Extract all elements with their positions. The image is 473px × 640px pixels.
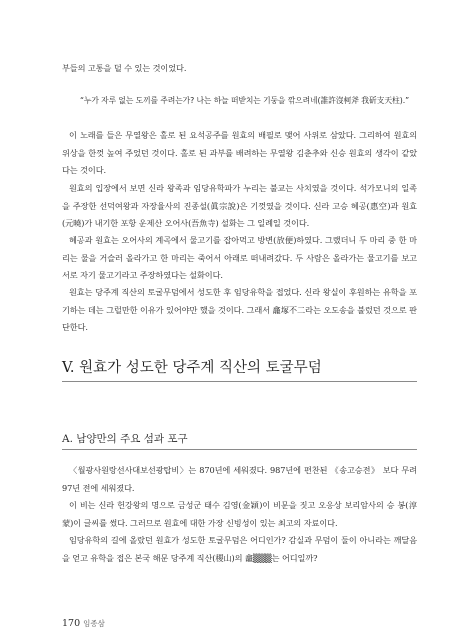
section-divider bbox=[62, 381, 417, 382]
paragraph-1: 이 노래를 들은 무열왕은 홀로 된 요석공주를 원효의 배필로 맺어 사위로 삼았다. 그리하여 원효의 위상을 한껏 높여 주었던 것이다. 홀로 된 과부를 배려하는 무열왕 김춘추와 신승 원효의 생각이 같았다는 것이다. bbox=[62, 130, 417, 176]
paragraph-3: 혜공과 원효는 오어사의 계곡에서 물고기를 잡아먹고 방변(放便)하였다. 그랬더니 두 마리 중 한 마리는 물을 거슬러 올라가고 한 마리는 죽어서 아래로 떠내려갔다. 두 사람은 올라가는 물고기를 보고 서로 자기 물고기라고 주장하였다는 설화이다. bbox=[62, 235, 417, 281]
paragraph-7: 임당유학의 길에 올랐던 원효가 성도한 토굴무덤은 어디인가? 감실과 무덤이 둘이 아니라는 깨달음을 얻고 유학을 접은 본국 해문 당주계 직산(稷山)의 龕▒▒▒는 어디일까? bbox=[62, 535, 417, 563]
paragraph-5: 〈월광사원랑선사대보선광탑비〉는 870년에 세워졌다. 987년에 편찬된 《송고승전》 보다 무려 97년 전에 세워졌다. bbox=[62, 465, 417, 493]
subsection-divider bbox=[62, 449, 417, 450]
page-footer bbox=[62, 618, 105, 629]
paragraph-2: 원효의 입장에서 보면 신라 왕족과 임당유학파가 누리는 불교는 사치였을 것이다. 석가모니의 일족을 주장한 선덕여왕과 자장율사의 진종설(眞宗說)은 기껏였을 것이다. 신라 고승 혜공(惠空)과 원효(元曉)가 내기한 포항 운제산 오어사(吾魚寺) 설화는 그 일례일 것이다. bbox=[62, 183, 417, 229]
quotation: “누가 자루 없는 도끼를 주려는가? 나는 하늘 떠받치는 기둥을 깎으려네(誰許沒柯斧 我斫支天柱).” bbox=[80, 96, 410, 105]
paragraph-6: 이 비는 신라 헌강왕의 명으로 금성군 태수 김영(金穎)이 비문을 짓고 오응상 보리암사의 승 봉(淳蒙)이 글씨를 썼다. 그러므로 원효에 대한 가장 신빙성이 있는 최고의 자료이다. bbox=[62, 500, 417, 528]
paragraph-opening: 부들의 고통을 덜 수 있는 것이었다. bbox=[62, 63, 187, 73]
subsection-title: A. 남양만의 주요 섬과 포구 bbox=[62, 433, 188, 445]
page-number: 170 bbox=[62, 618, 81, 629]
footer-author: 임종삼 bbox=[83, 619, 105, 628]
paragraph-4: 원효는 당주계 직산의 토굴무덤에서 성도한 후 임당유학을 접었다. 신라 왕실이 후원하는 유학을 포기하는 데는 그럴만한 이유가 있어야만 했을 것이다. 그래서 龕塚不二라는 오도송을 불렀던 것으로 판단한다. bbox=[62, 287, 417, 333]
section-title: V. 원효가 성도한 당주계 직산의 토굴무덤 bbox=[62, 360, 322, 376]
